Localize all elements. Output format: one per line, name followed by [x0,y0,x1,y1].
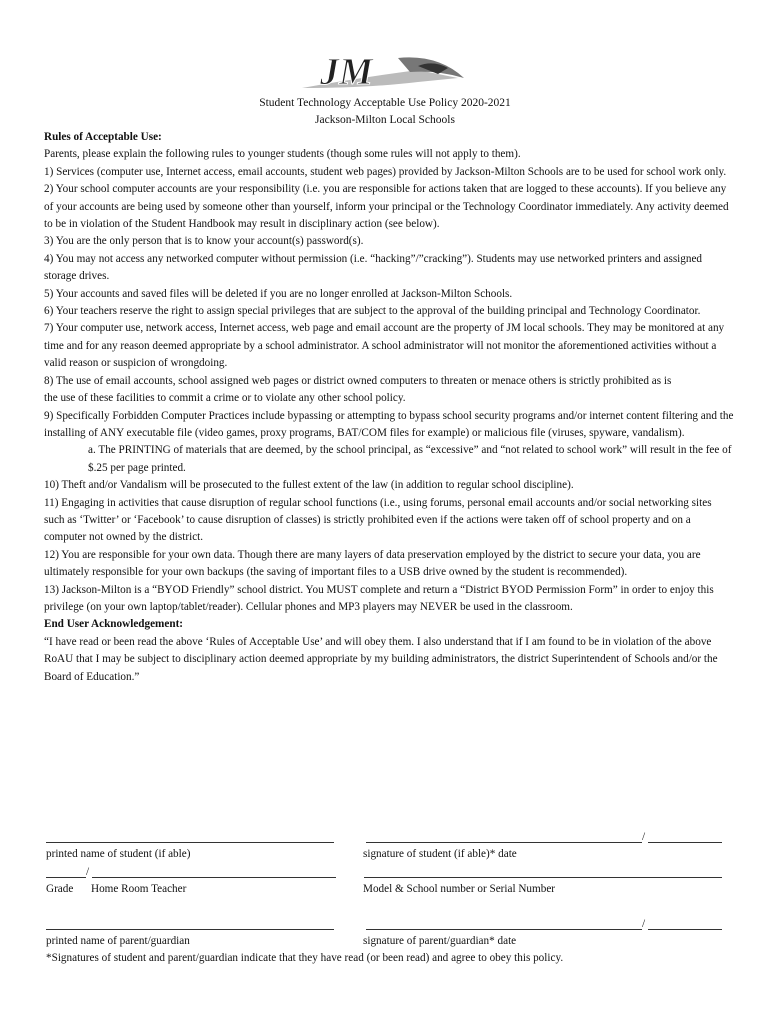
grade-label: Grade [46,883,74,895]
grade-line[interactable] [46,877,86,878]
rule-item: 12) You are responsible for your own data. Though there are many layers of data preservation employed by the district to secure your data, you are ultimately responsible for your own backups (the saving of important files to a USB drive owned by the student is recommended). [44,548,701,579]
student-signature-line[interactable] [366,842,642,843]
document-subtitle: Jackson-Milton Local Schools [315,114,455,126]
logo-text: JM [320,51,373,93]
student-signature-label: signature of student (if able)* date [363,848,517,860]
date-separator: / [642,918,646,930]
acknowledgement-text: “I have read or been read the above ‘Rules of Acceptable Use’ and will obey them. I also understand that if I am found to be in violation of the above RoAU that I may be subject to disciplinary action deemed appropriate by my building administrators, the district Superintendent of Schools and/or the Board of Education.” [44,635,718,683]
grade-separator: / [86,866,90,878]
parent-date-line[interactable] [648,929,722,930]
school-logo [298,48,468,94]
student-name-label: printed name of student (if able) [46,848,191,860]
rule-item: 10) Theft and/or Vandalism will be prosecuted to the fullest extent of the law (in addition to regular school discipline). [44,479,574,492]
signature-footnote: *Signatures of student and parent/guardian indicate that they have read (or been read) and agree to obey this policy. [46,952,564,964]
rule-item: 6) Your teachers reserve the right to assign special privileges that are subject to the approval of the building principal and Technology Coordinator. [44,305,701,318]
parent-signature-label: signature of parent/guardian* date [363,935,517,947]
student-date-line[interactable] [648,842,722,843]
rules-intro: Parents, please explain the following rules to younger students (though some rules will not apply to them). [44,148,521,161]
homeroom-teacher-line[interactable] [92,877,336,878]
rule-item: 8) The use of email accounts, school assigned web pages or district owned computers to threaten or menace others is strictly prohibited as is [44,374,672,387]
rules-heading: Rules of Acceptable Use: [44,131,162,143]
parent-name-line[interactable] [46,929,334,930]
model-serial-label: Model & School number or Serial Number [363,883,556,895]
serial-number-line[interactable] [364,877,722,878]
rule-item: the use of these facilities to commit a crime or to violate any other school policy. [44,392,406,405]
student-name-line[interactable] [46,842,334,843]
rule-item: 1) Services (computer use, Internet access, email accounts, student web pages) provided by Jackson-Milton Schools are to be used for school work only. [44,165,727,178]
rule-item: 3) You are the only person that is to know your account(s) password(s). [44,235,364,248]
rule-item: 4) You may not access any networked computer without permission (i.e. “hacking”/”cracking”). Students may use networked printers and assigned storage drives. [44,252,703,283]
document-title: Student Technology Acceptable Use Policy 2020-2021 [259,97,511,109]
homeroom-label: Home Room Teacher [91,883,187,895]
parent-signature-line[interactable] [366,929,642,930]
rule-item: 2) Your school computer accounts are your responsibility (i.e. you are responsible for actions taken that are logged to these accounts). If you believe any of your accounts are being used by someone other than yourself, inform your principal or the Technology Coordinator immediately. Any activity deemed to be in violation of the Student Handbook may result in disciplinary action (see below). [44,183,729,231]
rule-item: 11) Engaging in activities that cause disruption of regular school functions (i.e., using forums, personal email accounts and/or social networking sites such as ‘Twitter’ or ‘Facebook’ to cause disruption of classes) is strictly prohibited even if the actions were taken off of school property and on a computer not owned by the district. [44,496,712,544]
rule-item: 7) Your computer use, network access, Internet access, web page and email account are the property of JM local schools. They may be monitored at any time and for any reason deemed appropriate by a school administrator. A school administrator will not monitor the aforementioned activities without a valid reason or suspicion of wrongdoing. [44,322,725,370]
acknowledgement-heading: End User Acknowledgement: [44,618,184,631]
parent-name-label: printed name of parent/guardian [46,935,190,947]
date-separator: / [642,831,646,843]
rule-item: 5) Your accounts and saved files will be deleted if you are no longer enrolled at Jackson-Milton Schools. [44,287,513,300]
rule-item: 9) Specifically Forbidden Computer Practices include bypassing or attempting to bypass school security programs and/or internet content filtering and the installing of ANY executable file (video games, proxy programs, BAT/COM files for example) or malicious file (viruses, spyware, vandalism). [44,409,734,439]
rule-sub-item: a. The PRINTING of materials that are deemed, by the school principal, as “excessive” and “not related to school work” will result in the fee of $.25 per page printed. [88,444,732,474]
policy-body [44,129,734,686]
rule-item: 13) Jackson-Milton is a “BYOD Friendly” school district. You MUST complete and return a “District BYOD Permission Form” in order to enjoy this privilege (on your own laptop/tablet/reader). Cellular phones and MP3 players may NEVER be used in the classroom. [44,583,714,613]
